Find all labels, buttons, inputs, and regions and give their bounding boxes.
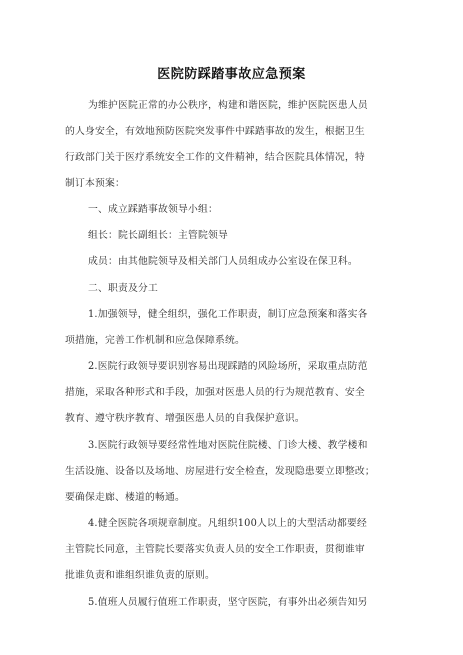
paragraph-line: 生活设施、设备以及场地、房屋进行安全检查，发现隐患要立即整改； [65,466,375,477]
section-heading: 一、成立踩踏事故领导小组： [88,204,218,215]
paragraph-line: 1.加强领导，健全组织，强化工作职责，制订应急预案和落实各 [88,309,368,320]
paragraph-line: 的人身安全，有效地预防医院突发事件中踩踏事故的发生，根据卫生 [65,126,365,137]
document-title: 医院防踩踏事故应急预案 [157,67,306,82]
paragraph-line: 2.医院行政领导要识别容易出现踩踏的风险场所，采取重点防范 [88,361,368,372]
paragraph-line: 成员：由其他院领导及相关部门人员组成办公室设在保卫科。 [88,256,358,267]
paragraph-line: 5.值班人员履行值班工作职责，坚守医院，有事外出必须告知另 [88,597,368,608]
paragraph-line: 制订本预案： [65,178,125,189]
paragraph-line: 项措施，完善工作机制和应急保障系统。 [65,335,245,346]
paragraph-line: 组长：院长副组长：主管院领导 [88,230,228,241]
paragraph-line: 措施，采取各种形式和手段，加强对医患人员的行为规范教育、安全 [65,387,365,398]
paragraph-line: 为维护医院正常的办公秩序，构建和谐医院，维护医院医患人员 [88,100,368,111]
paragraph-line: 要确保走廊、楼道的畅通。 [65,492,185,503]
paragraph-line: 行政部门关于医疗系统安全工作的文件精神，结合医院具体情况，特 [65,152,365,163]
paragraph-line: 批谁负责和谁组织谁负责的原则。 [65,570,215,581]
paragraph-line: 主管院长同意，主管院长要落实负责人员的安全工作职责，贯彻谁审 [65,544,365,555]
section-heading: 二、职责及分工 [88,283,158,294]
paragraph-line: 4.健全医院各项规章制度。凡组织100人以上的大型活动都要经 [88,518,367,529]
paragraph-line: 教育、遵守秩序教育、增强医患人员的自我保护意识。 [65,413,305,424]
paragraph-line: 3.医院行政领导要经常性地对医院住院楼、门诊大楼、教学楼和 [88,440,368,451]
